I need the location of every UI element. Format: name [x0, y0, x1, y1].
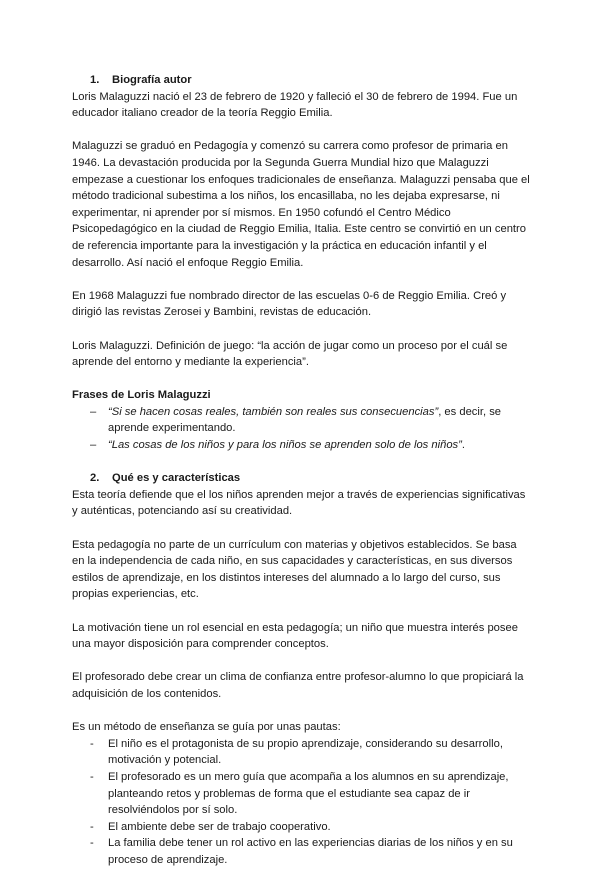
dash-bullet: -	[90, 737, 94, 750]
section-number: 2.	[90, 472, 100, 485]
quote-comment: , es decir, se aprende experimentando.	[108, 405, 502, 435]
section-title: Qué es y características	[112, 472, 241, 485]
list-item	[72, 404, 532, 437]
section-title: Biografía autor	[112, 74, 192, 86]
list-item	[72, 736, 532, 769]
list-item-text: El ambiente debe ser de trabajo cooperativo.	[108, 820, 331, 833]
list-item	[72, 769, 532, 819]
paragraph: Esta pedagogía no parte de un currículum con materias y objetivos establecidos. Se basa en la independencia de cada niño, en sus capacidades y características, en sus diversos estilos de aprendizaje, en los distintos intereses del alumnado a lo largo del curso, sus propias experiencias, etc.	[72, 538, 517, 601]
quote-comment: .	[461, 439, 465, 452]
list-item-text: La familia debe tener un rol activo en las experiencias diarias de los niños y en su proceso de aprendizaje.	[108, 837, 513, 866]
quotes-list	[72, 404, 532, 454]
dash-bullet: –	[90, 405, 97, 418]
section-number: 1.	[90, 74, 100, 86]
quote-text: “Las cosas de los niños y para los niños se aprenden solo de los niños”	[108, 439, 462, 452]
section-heading-characteristics	[72, 470, 532, 487]
paragraph: Esta teoría defiende que el los niños aprenden mejor a través de experiencias significativas y auténticas, potenciando así su creatividad.	[72, 488, 526, 518]
paragraph: Malaguzzi se graduó en Pedagogía y comenzó su carrera como profesor de primaria en 1946. La devastación producida por la Segunda Guerra Mundial hizo que Malaguzzi empezase a cuestionar los enfoques tradicionales de enseñanza. Malaguzzi pensaba que el método tradicional subestima a los niños, los encasillaba, no les dejaba expresarse, ni experimentar, ni aprender por sí mismos. En 1950 cofundó el Centro Médico Psicopedagógico en la ciudad de Reggio Emilia, Italia. Este centro se convirtió en un centro de referencia importante para la investigación y la práctica en educación infantil y el desarrollo. Así nació el enfoque Reggio Emilia.	[72, 140, 530, 269]
list-item	[72, 819, 532, 836]
paragraph: Es un método de enseñanza se guía por unas pautas:	[72, 721, 341, 734]
list-item	[72, 437, 532, 454]
dash-bullet: -	[90, 770, 94, 783]
dash-bullet: -	[90, 837, 94, 850]
paragraph: El profesorado debe crear un clima de confianza entre profesor-alumno lo que propiciará la adquisición de los contenidos.	[72, 671, 524, 700]
quotes-heading: Frases de Loris Malaguzzi	[72, 389, 211, 402]
section-heading-biography	[72, 72, 532, 89]
document-page	[72, 72, 532, 869]
paragraph: En 1968 Malaguzzi fue nombrado director de las escuelas 0-6 de Reggio Emilia. Creó y dirigió las revistas Zerosei y Bambini, revistas de educación.	[72, 289, 507, 319]
list-item	[72, 835, 532, 868]
quote-text: “Si se hacen cosas reales, también son reales sus consecuencias”	[108, 405, 439, 418]
dash-bullet: -	[90, 820, 94, 833]
dash-bullet: –	[90, 439, 97, 452]
paragraph: La motivación tiene un rol esencial en esta pedagogía; un niño que muestra interés posee una mayor disposición para comprender conceptos.	[72, 621, 518, 651]
paragraph: Loris Malaguzzi nació el 23 de febrero de 1920 y falleció el 30 de febrero de 1994. Fue un educador italiano creador de la teoría Reggio Emilia.	[72, 90, 518, 120]
list-item-text: El profesorado es un mero guía que acompaña a los alumnos en su aprendizaje, planteando retos y problemas de forma que el estudiante sea capaz de ir resolviéndolos por sí solo.	[108, 770, 509, 817]
guidelines-list	[72, 736, 532, 869]
paragraph: Loris Malaguzzi. Definición de juego: “la acción de jugar como un proceso por el cuál se aprende del entorno y mediante la experiencia”.	[72, 339, 508, 369]
list-item-text: El niño es el protagonista de su propio aprendizaje, considerando su desarrollo, motivación y potencial.	[108, 737, 503, 767]
